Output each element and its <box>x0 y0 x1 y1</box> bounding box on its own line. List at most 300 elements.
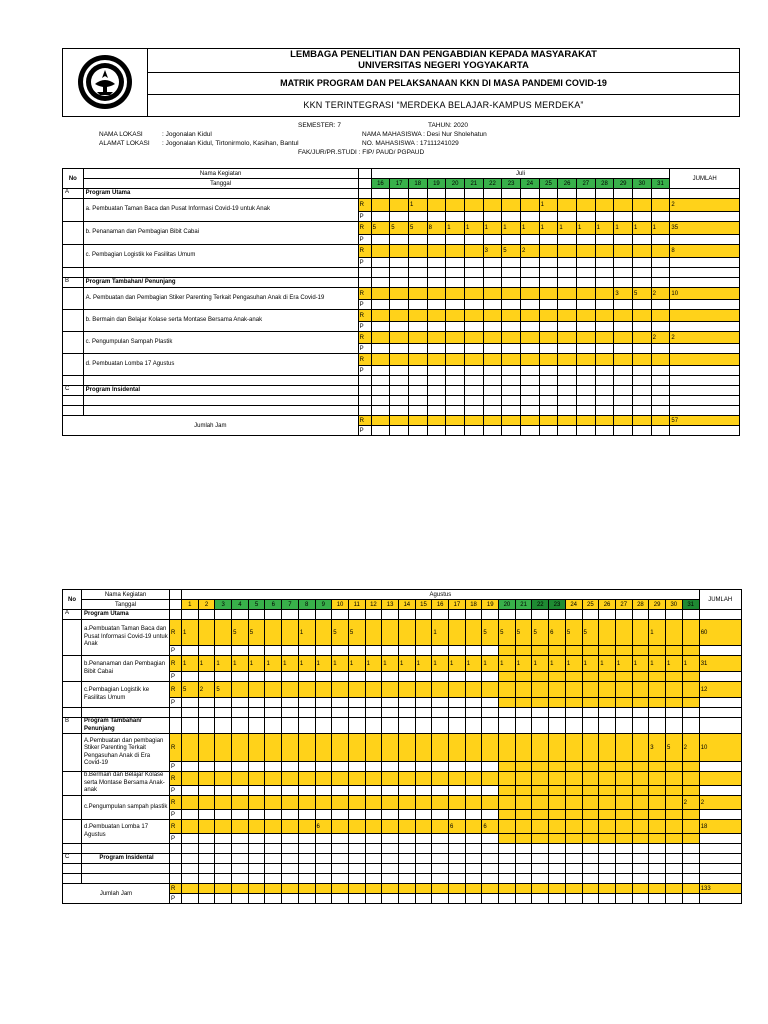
p-value-cell <box>365 698 382 708</box>
r-value-cell <box>315 620 332 646</box>
r-value-cell <box>432 734 449 762</box>
r-value-cell <box>482 772 499 786</box>
p-value-cell <box>558 212 577 222</box>
p-value-cell <box>599 834 616 844</box>
day-header: 19 <box>482 600 499 610</box>
p-value-cell <box>499 762 516 772</box>
p-value-cell <box>464 235 483 245</box>
p-marker: P <box>170 698 182 708</box>
r-value-cell <box>449 682 466 698</box>
r-value-cell <box>282 620 299 646</box>
p-value-cell <box>315 762 332 772</box>
r-value-cell <box>576 332 595 344</box>
r-value-cell: 1 <box>315 656 332 672</box>
p-value-cell <box>332 762 349 772</box>
p-value-cell <box>595 366 614 376</box>
p-value-cell <box>614 366 633 376</box>
p-value-cell <box>651 235 670 245</box>
r-value-cell <box>432 820 449 834</box>
r-value-cell: 1 <box>298 620 315 646</box>
r-value-cell <box>298 796 315 810</box>
p-value-cell <box>182 698 199 708</box>
section-title: Program Utama <box>82 610 170 620</box>
p-value-cell <box>682 646 699 656</box>
p-value-cell <box>371 366 390 376</box>
p-total-cell <box>699 646 741 656</box>
p-value-cell <box>415 834 432 844</box>
jumlah-jam-label: Jumlah Jam <box>63 416 359 436</box>
r-value-cell: 1 <box>382 656 399 672</box>
p-value-cell <box>633 366 652 376</box>
day-header: 23 <box>549 600 566 610</box>
p-value-cell <box>215 762 232 772</box>
r-value-cell: 1 <box>633 222 652 235</box>
r-value-cell: 1 <box>432 656 449 672</box>
p-value-cell <box>398 834 415 844</box>
r-marker: R <box>358 332 371 344</box>
r-value-cell <box>515 734 532 762</box>
r-marker: R <box>170 772 182 786</box>
section-code: C <box>63 386 84 396</box>
r-total-cell: 8 <box>670 245 740 258</box>
day-header: 31 <box>651 179 670 189</box>
p-value-cell <box>582 786 599 796</box>
p-value-cell <box>464 212 483 222</box>
day-header: 28 <box>595 179 614 189</box>
p-value-cell <box>595 344 614 354</box>
r-value-cell: 2 <box>682 734 699 762</box>
p-value-cell <box>198 834 215 844</box>
r-value-cell <box>408 245 427 258</box>
r-marker: R <box>170 884 182 894</box>
r-value-cell <box>265 796 282 810</box>
p-value-cell <box>408 235 427 245</box>
r-value-cell <box>549 820 566 834</box>
p-marker: P <box>358 300 371 310</box>
p-value-cell <box>632 672 649 682</box>
p-value-cell <box>651 366 670 376</box>
p-value-cell <box>682 698 699 708</box>
day-header: 20 <box>446 179 465 189</box>
day-header: 12 <box>365 600 382 610</box>
p-value-cell <box>665 698 682 708</box>
p-value-cell <box>282 762 299 772</box>
r-value-cell: 1 <box>232 656 249 672</box>
p-value-cell <box>665 646 682 656</box>
r-value-cell: 1 <box>198 656 215 672</box>
r-value-cell <box>615 682 632 698</box>
p-value-cell <box>482 786 499 796</box>
r-value-cell <box>482 796 499 810</box>
r-value-cell <box>483 310 502 322</box>
p-value-cell <box>365 786 382 796</box>
p-value-cell <box>565 786 582 796</box>
p-value-cell <box>576 235 595 245</box>
r-value-cell: 5 <box>371 222 390 235</box>
r-value-cell <box>682 772 699 786</box>
p-value-cell <box>464 344 483 354</box>
p-value-cell <box>265 672 282 682</box>
r-value-cell <box>558 354 577 366</box>
p-value-cell <box>649 786 666 796</box>
r-value-cell <box>398 682 415 698</box>
r-value-cell: 1 <box>520 222 539 235</box>
r-value-cell <box>502 354 521 366</box>
p-total-cell <box>670 300 740 310</box>
r-value-cell <box>665 820 682 834</box>
p-value-cell <box>532 672 549 682</box>
r-value-cell <box>232 772 249 786</box>
p-value-cell <box>427 258 446 268</box>
r-value-cell: 3 <box>614 288 633 300</box>
rp-header-blank <box>358 179 371 189</box>
r-value-cell: 3 <box>649 734 666 762</box>
activity-label: b. Penanaman dan Pembagian Bibit Cabai <box>83 222 358 245</box>
p-value-cell <box>576 366 595 376</box>
r-value-cell <box>632 734 649 762</box>
r-value-cell <box>651 354 670 366</box>
p-value-cell <box>371 235 390 245</box>
nama-mahasiswa: NAMA MAHASISWA : Desi Nur Sholehatun <box>362 131 487 138</box>
p-value-cell <box>558 322 577 332</box>
p-value-cell <box>449 786 466 796</box>
r-value-cell: 5 <box>665 734 682 762</box>
day-header: 10 <box>332 600 349 610</box>
r-value-cell: 2 <box>520 245 539 258</box>
day-header: 13 <box>382 600 399 610</box>
r-value-cell <box>539 310 558 322</box>
p-marker: P <box>358 322 371 332</box>
p-value-cell <box>558 235 577 245</box>
r-value-cell <box>595 310 614 322</box>
r-value-cell <box>615 796 632 810</box>
p-value-cell <box>651 212 670 222</box>
p-value-cell <box>215 834 232 844</box>
p-value-cell <box>232 810 249 820</box>
r-total-cell: 2 <box>670 332 740 344</box>
p-value-cell <box>232 834 249 844</box>
p-value-cell <box>482 672 499 682</box>
p-value-cell <box>282 834 299 844</box>
p-marker: P <box>358 426 371 436</box>
r-value-cell <box>499 820 516 834</box>
p-value-cell <box>565 834 582 844</box>
p-value-cell <box>515 810 532 820</box>
r-value-cell <box>382 796 399 810</box>
r-value-cell <box>614 199 633 212</box>
p-value-cell <box>382 672 399 682</box>
day-header: 4 <box>232 600 249 610</box>
r-value-cell <box>482 734 499 762</box>
r-value-cell <box>549 682 566 698</box>
day-header: 3 <box>215 600 232 610</box>
p-value-cell <box>198 698 215 708</box>
r-value-cell <box>632 772 649 786</box>
r-value-cell <box>464 354 483 366</box>
r-marker: R <box>358 416 371 426</box>
r-value-cell <box>371 332 390 344</box>
p-total-cell <box>670 212 740 222</box>
r-value-cell: 5 <box>502 245 521 258</box>
p-value-cell <box>558 366 577 376</box>
nama-kegiatan-header: Nama Kegiatan <box>83 169 358 179</box>
r-value-cell <box>633 354 652 366</box>
p-value-cell <box>298 834 315 844</box>
p-value-cell <box>651 300 670 310</box>
p-value-cell <box>408 322 427 332</box>
day-header: 17 <box>390 179 409 189</box>
p-value-cell <box>432 698 449 708</box>
r-value-cell <box>348 820 365 834</box>
no-header: No <box>63 169 84 189</box>
r-value-cell: 2 <box>651 332 670 344</box>
p-value-cell <box>415 810 432 820</box>
r-value-cell: 2 <box>651 288 670 300</box>
p-value-cell <box>298 698 315 708</box>
r-value-cell: 1 <box>483 222 502 235</box>
logo-cell <box>63 49 148 117</box>
section-code: A <box>63 189 84 199</box>
p-value-cell <box>427 322 446 332</box>
p-marker: P <box>170 894 182 904</box>
p-value-cell <box>633 258 652 268</box>
p-value-cell <box>595 322 614 332</box>
r-value-cell <box>651 310 670 322</box>
rp-header-blank <box>170 590 182 600</box>
r-marker: R <box>358 199 371 212</box>
p-marker: P <box>170 762 182 772</box>
r-value-cell: 2 <box>198 682 215 698</box>
r-value-cell: 1 <box>365 656 382 672</box>
r-value-cell <box>595 199 614 212</box>
r-value-cell <box>215 620 232 646</box>
r-value-cell: 5 <box>499 620 516 646</box>
r-value-cell <box>365 796 382 810</box>
p-value-cell <box>315 672 332 682</box>
day-header: 29 <box>649 600 666 610</box>
p-value-cell <box>649 834 666 844</box>
r-value-cell: 6 <box>549 620 566 646</box>
r-value-cell: 5 <box>532 620 549 646</box>
p-value-cell <box>582 672 599 682</box>
r-value-cell <box>382 620 399 646</box>
day-header: 30 <box>665 600 682 610</box>
r-total-cell <box>670 354 740 366</box>
r-value-cell: 1 <box>464 222 483 235</box>
r-value-cell <box>382 820 399 834</box>
section-title: Program Insidental <box>82 854 170 864</box>
day-header: 11 <box>348 600 365 610</box>
p-value-cell <box>520 235 539 245</box>
p-value-cell <box>427 344 446 354</box>
p-value-cell <box>182 646 199 656</box>
r-value-cell <box>332 682 349 698</box>
r-value-cell <box>332 820 349 834</box>
p-value-cell <box>182 810 199 820</box>
day-header: 22 <box>483 179 502 189</box>
p-value-cell <box>232 786 249 796</box>
r-value-cell <box>464 245 483 258</box>
p-value-cell <box>599 698 616 708</box>
r-marker: R <box>358 222 371 235</box>
r-value-cell <box>348 796 365 810</box>
r-value-cell <box>446 245 465 258</box>
p-value-cell <box>614 235 633 245</box>
r-value-cell <box>265 620 282 646</box>
r-value-cell <box>198 734 215 762</box>
p-value-cell <box>499 646 516 656</box>
p-value-cell <box>465 646 482 656</box>
p-marker: P <box>170 810 182 820</box>
p-value-cell <box>576 344 595 354</box>
p-value-cell <box>449 646 466 656</box>
r-value-cell <box>520 199 539 212</box>
r-value-cell <box>298 772 315 786</box>
p-value-cell <box>371 212 390 222</box>
p-value-cell <box>595 258 614 268</box>
p-value-cell <box>182 672 199 682</box>
p-value-cell <box>446 344 465 354</box>
p-value-cell <box>232 672 249 682</box>
r-total-cell: 2 <box>670 199 740 212</box>
r-value-cell: 5 <box>348 620 365 646</box>
day-header: 28 <box>632 600 649 610</box>
p-value-cell <box>215 672 232 682</box>
p-value-cell <box>371 322 390 332</box>
nama-kegiatan-header: Nama Kegiatan <box>82 590 170 600</box>
r-value-cell <box>499 772 516 786</box>
p-value-cell <box>632 810 649 820</box>
r-marker: R <box>358 245 371 258</box>
p-total-cell <box>699 698 741 708</box>
r-value-cell <box>398 734 415 762</box>
r-value-cell <box>365 682 382 698</box>
p-value-cell <box>282 698 299 708</box>
p-value-cell <box>649 810 666 820</box>
p-value-cell <box>198 762 215 772</box>
r-value-cell <box>483 288 502 300</box>
p-value-cell <box>408 344 427 354</box>
p-value-cell <box>215 810 232 820</box>
p-value-cell <box>532 834 549 844</box>
p-value-cell <box>532 786 549 796</box>
p-value-cell <box>432 834 449 844</box>
r-value-cell <box>483 332 502 344</box>
r-value-cell <box>520 332 539 344</box>
r-value-cell <box>315 682 332 698</box>
p-value-cell <box>398 762 415 772</box>
r-value-cell: 5 <box>582 620 599 646</box>
r-value-cell <box>182 820 199 834</box>
r-value-cell <box>382 772 399 786</box>
p-value-cell <box>198 672 215 682</box>
r-value-cell <box>558 288 577 300</box>
r-value-cell <box>532 796 549 810</box>
r-value-cell <box>632 620 649 646</box>
r-value-cell <box>198 820 215 834</box>
r-value-cell: 1 <box>558 222 577 235</box>
p-value-cell <box>265 834 282 844</box>
r-value-cell <box>248 820 265 834</box>
p-value-cell <box>365 810 382 820</box>
r-marker: R <box>170 682 182 698</box>
r-value-cell: 1 <box>502 222 521 235</box>
r-value-cell <box>499 682 516 698</box>
r-value-cell: 1 <box>549 656 566 672</box>
p-value-cell <box>614 212 633 222</box>
p-total-cell <box>699 834 741 844</box>
p-marker: P <box>358 235 371 245</box>
section-title: Program Utama <box>83 189 358 199</box>
r-total-cell: 10 <box>699 734 741 762</box>
p-value-cell <box>182 834 199 844</box>
r-value-cell: 5 <box>482 620 499 646</box>
p-value-cell <box>576 300 595 310</box>
section-title: Program Tambahan/ Penunjang <box>82 718 170 734</box>
p-value-cell <box>499 698 516 708</box>
p-value-cell <box>482 762 499 772</box>
r-value-cell <box>348 734 365 762</box>
p-value-cell <box>582 646 599 656</box>
r-value-cell <box>682 682 699 698</box>
r-value-cell <box>595 332 614 344</box>
r-value-cell <box>520 310 539 322</box>
r-value-cell <box>465 620 482 646</box>
p-value-cell <box>315 786 332 796</box>
r-value-cell: 5 <box>633 288 652 300</box>
p-value-cell <box>502 212 521 222</box>
p-marker: P <box>170 646 182 656</box>
r-value-cell <box>615 772 632 786</box>
r-value-cell: 5 <box>332 620 349 646</box>
p-value-cell <box>432 810 449 820</box>
day-header: 27 <box>576 179 595 189</box>
r-marker: R <box>170 796 182 810</box>
r-value-cell <box>582 734 599 762</box>
r-value-cell <box>265 820 282 834</box>
p-value-cell <box>599 786 616 796</box>
r-value-cell <box>520 354 539 366</box>
p-value-cell <box>348 810 365 820</box>
r-value-cell <box>365 620 382 646</box>
p-value-cell <box>365 672 382 682</box>
p-value-cell <box>365 646 382 656</box>
p-value-cell <box>599 646 616 656</box>
p-total-cell <box>699 810 741 820</box>
p-value-cell <box>390 322 409 332</box>
r-value-cell: 6 <box>482 820 499 834</box>
r-value-cell <box>282 734 299 762</box>
p-value-cell <box>415 786 432 796</box>
p-value-cell <box>532 698 549 708</box>
r-value-cell <box>499 734 516 762</box>
r-value-cell <box>499 796 516 810</box>
r-value-cell: 1 <box>539 222 558 235</box>
r-value-cell: 1 <box>539 199 558 212</box>
r-value-cell <box>515 772 532 786</box>
p-value-cell <box>520 366 539 376</box>
r-value-cell <box>398 820 415 834</box>
institution-line2: UNIVERSITAS NEGERI YOGYAKARTA <box>358 59 529 71</box>
day-header: 20 <box>499 600 516 610</box>
p-value-cell <box>432 762 449 772</box>
section-title: Program Tambahan/ Penunjang <box>83 278 358 288</box>
activity-label: c. Pengumpulan Sampah Plastik <box>83 332 358 354</box>
p-marker: P <box>170 672 182 682</box>
p-value-cell <box>576 258 595 268</box>
p-value-cell <box>649 762 666 772</box>
r-value-cell: 1 <box>582 656 599 672</box>
